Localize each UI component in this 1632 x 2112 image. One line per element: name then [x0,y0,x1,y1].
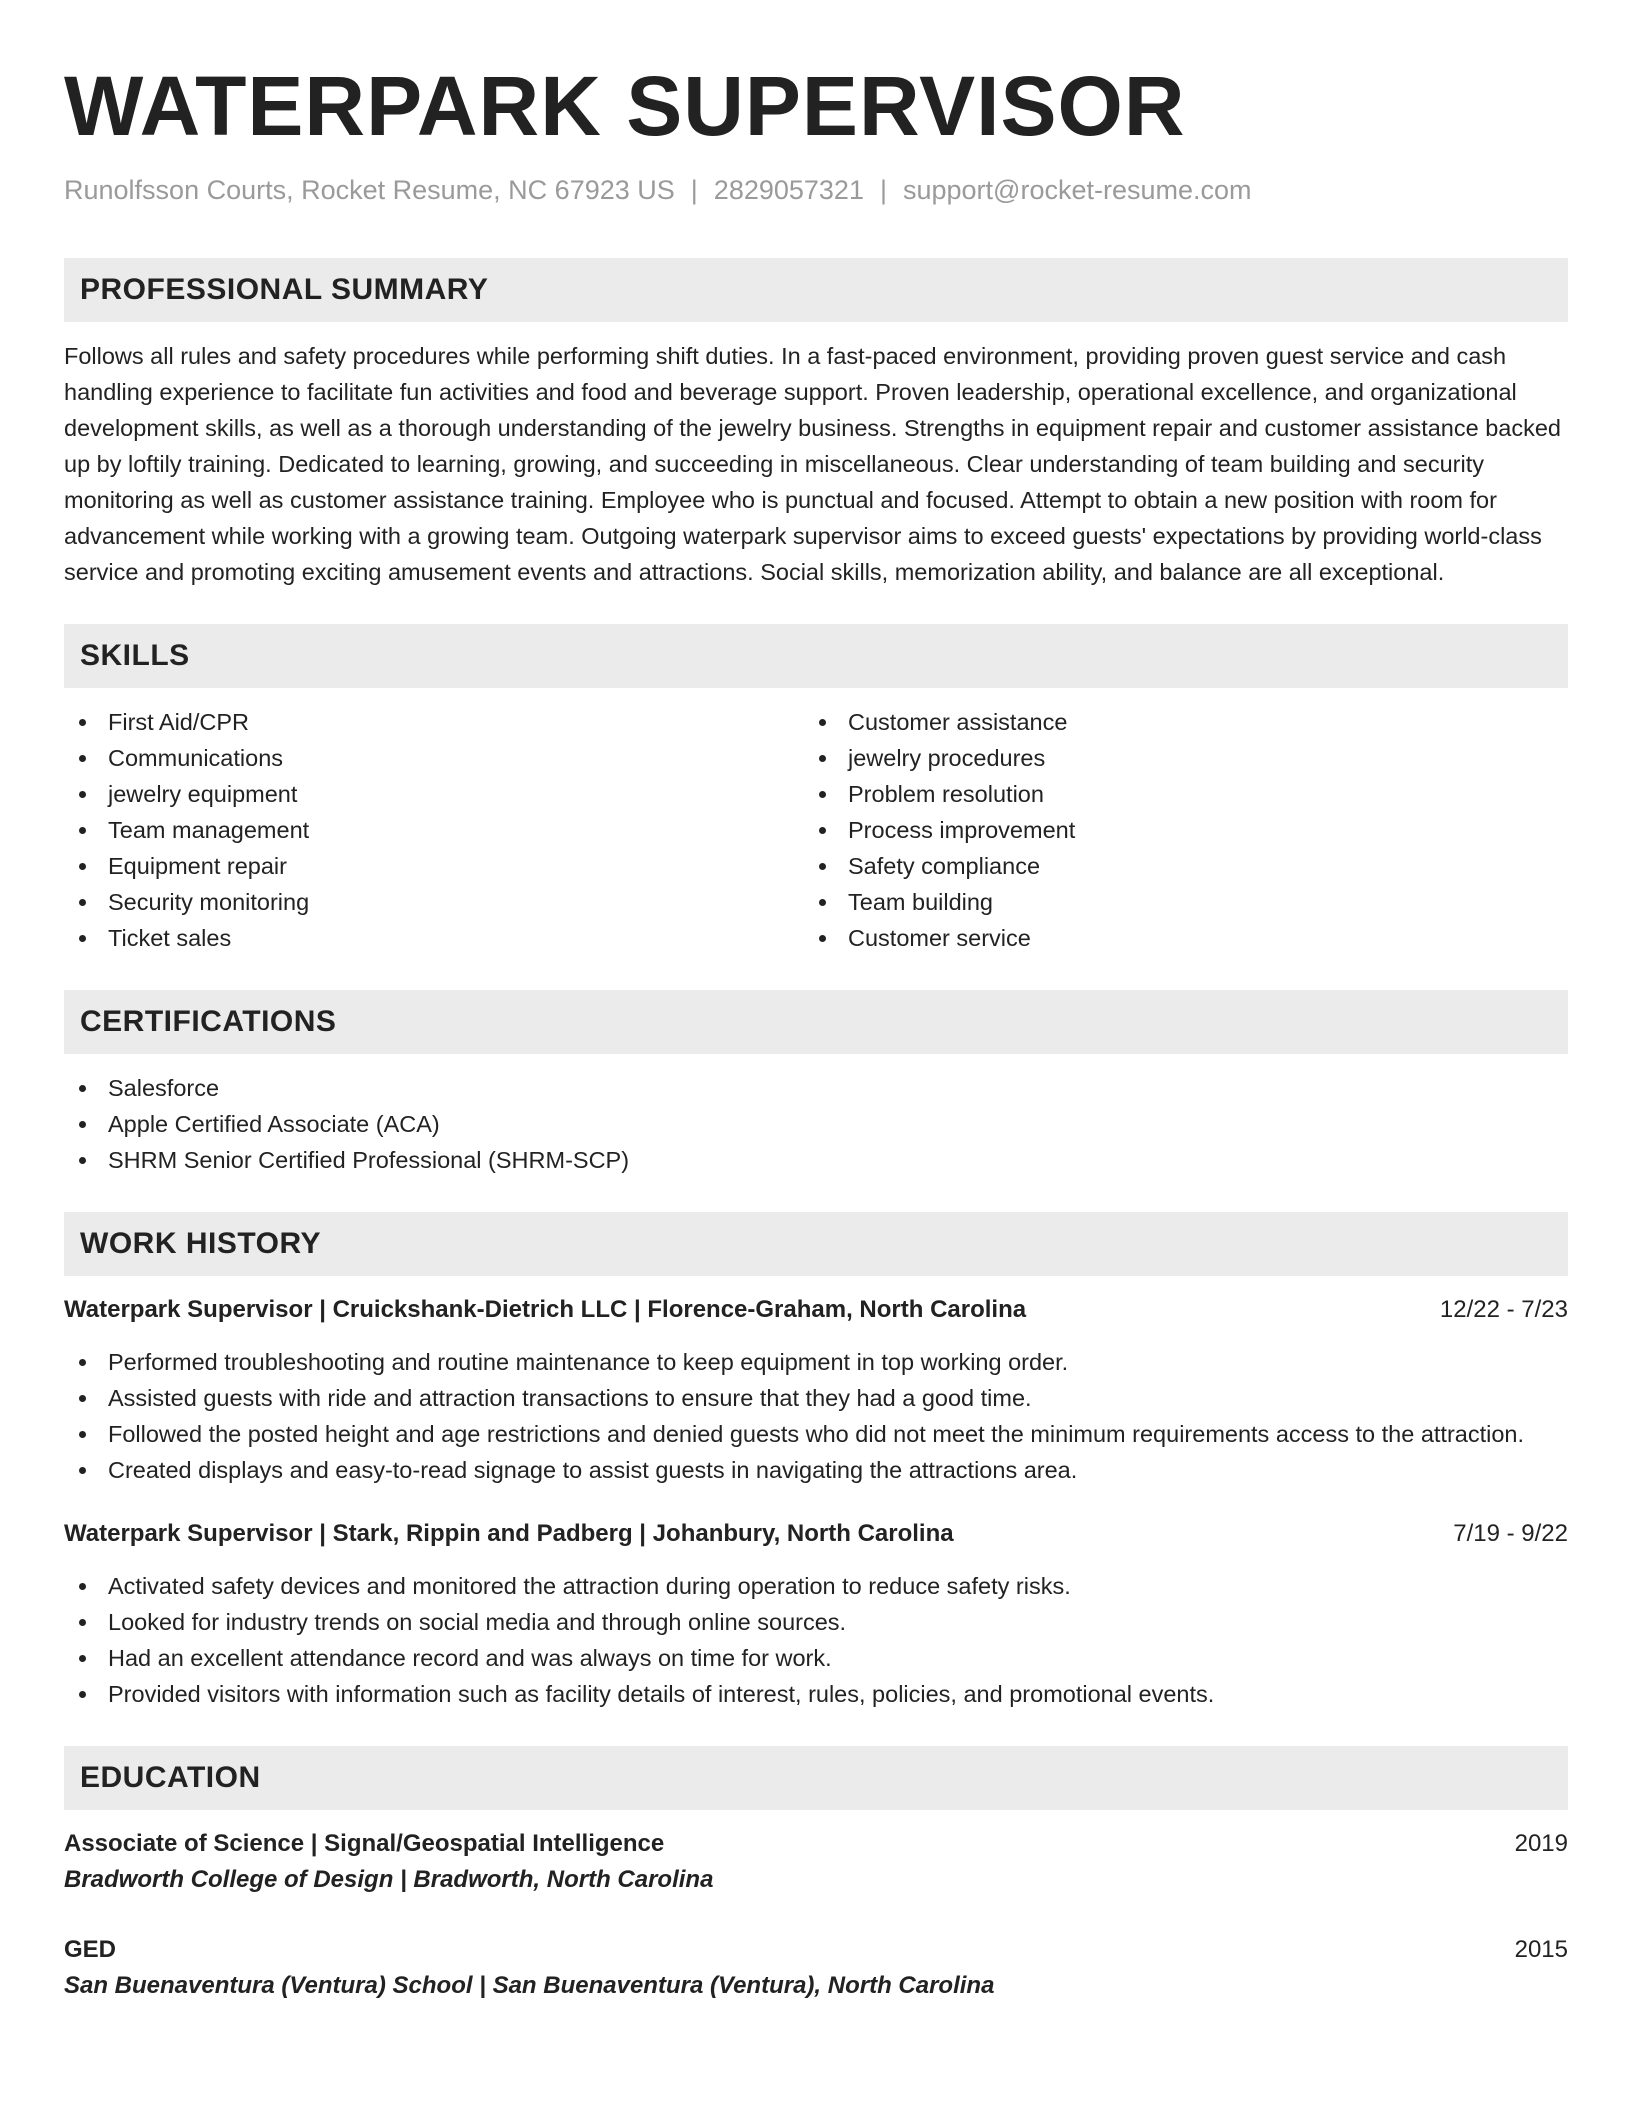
job-title: Waterpark Supervisor | Cruickshank-Dietrich LLC | Florence-Graham, North Carolina [64,1296,1027,1324]
job-title: Waterpark Supervisor | Stark, Rippin and Padberg | Johanbury, North Carolina [64,1520,954,1548]
education-heading: EDUCATION [64,1746,1568,1810]
certification-item: SHRM Senior Certified Professional (SHRM-SCP) [64,1142,1568,1178]
job-entry [64,1516,1568,1712]
education-year: 2015 [1514,1936,1568,1964]
skill-item: jewelry procedures [804,740,1544,776]
skill-item: Team management [64,812,804,848]
skill-item: jewelry equipment [64,776,804,812]
skills-list-right [804,704,1544,956]
skill-item: Process improvement [804,812,1544,848]
education-school: Bradworth College of Design | Bradworth, North Carolina [64,1866,714,1894]
skills-heading: SKILLS [64,624,1568,688]
summary-heading: PROFESSIONAL SUMMARY [64,258,1568,322]
skill-item: Equipment repair [64,848,804,884]
contact-separator: | [690,175,698,205]
job-dates: 7/19 - 9/22 [1453,1520,1568,1548]
skill-item: Customer assistance [804,704,1544,740]
skill-item: Safety compliance [804,848,1544,884]
job-bullet: Created displays and easy-to-read signage to assist guests in navigating the attractions area. [64,1452,1568,1488]
contact-address: Runolfsson Courts, Rocket Resume, NC 67923 US [64,175,675,205]
certifications-heading: CERTIFICATIONS [64,990,1568,1054]
job-entry [64,1292,1568,1488]
job-bullet: Looked for industry trends on social media and through online sources. [64,1604,1568,1640]
skill-item: Communications [64,740,804,776]
skill-item: Security monitoring [64,884,804,920]
education-degree: Associate of Science | Signal/Geospatial Intelligence [64,1830,665,1858]
contact-line [64,174,1568,206]
skill-item: Ticket sales [64,920,804,956]
certifications-list [64,1070,1568,1178]
skill-item: First Aid/CPR [64,704,804,740]
job-bullet: Had an excellent attendance record and was always on time for work. [64,1640,1568,1676]
education-degree: GED [64,1936,117,1964]
job-bullet: Performed troubleshooting and routine maintenance to keep equipment in top working order. [64,1344,1568,1380]
skills-columns [64,704,1568,956]
education-header [64,1932,1568,1968]
contact-phone: 2829057321 [713,175,864,205]
candidate-name: WATERPARK SUPERVISOR [64,59,1186,153]
job-dates: 12/22 - 7/23 [1439,1296,1568,1324]
education-year: 2019 [1514,1830,1568,1858]
certification-item: Apple Certified Associate (ACA) [64,1106,1568,1142]
job-bullet: Followed the posted height and age restrictions and denied guests who did not meet the minimum requirements access to the attraction. [64,1416,1568,1452]
job-header [64,1292,1568,1328]
certification-item: Salesforce [64,1070,1568,1106]
job-bullet: Provided visitors with information such as facility details of interest, rules, policies, and promotional events. [64,1676,1568,1712]
skill-item: Team building [804,884,1544,920]
job-bullet: Assisted guests with ride and attraction transactions to ensure that they had a good time. [64,1380,1568,1416]
contact-email[interactable]: support@rocket-resume.com [902,175,1252,205]
contact-separator: | [879,175,887,205]
education-entry [64,1826,1568,1898]
education-school: San Buenaventura (Ventura) School | San Buenaventura (Ventura), North Carolina [64,1972,995,2000]
education-header [64,1826,1568,1862]
skill-item: Problem resolution [804,776,1544,812]
skill-item: Customer service [804,920,1544,956]
job-bullet: Activated safety devices and monitored the attraction during operation to reduce safety risks. [64,1568,1568,1604]
work-history-heading: WORK HISTORY [64,1212,1568,1276]
job-header [64,1516,1568,1552]
education-entry [64,1932,1568,2004]
job-bullets [64,1568,1568,1712]
summary-text: Follows all rules and safety procedures while performing shift duties. In a fast-paced environment, providing proven guest service and cash handling experience to facilitate fun activities and food and beverage support. Proven leadership, operational excellence, and organizational development skills, as well as a thorough understanding of the jewelry business. Strengths in equipment repair and customer assistance backed up by loftily training. Dedicated to learning, growing, and succeeding in miscellaneous. Clear understanding of team building and security monitoring as well as customer assistance training. Employee who is punctual and focused. Attempt to obtain a new position with room for advancement while working with a growing team. Outgoing waterpark supervisor aims to exceed guests' expectations by providing world-class service and promoting exciting amusement events and attractions. Social skills, memorization ability, and balance are all exceptional. [64,343,1562,586]
skills-list-left [64,704,804,956]
job-bullets [64,1344,1568,1488]
